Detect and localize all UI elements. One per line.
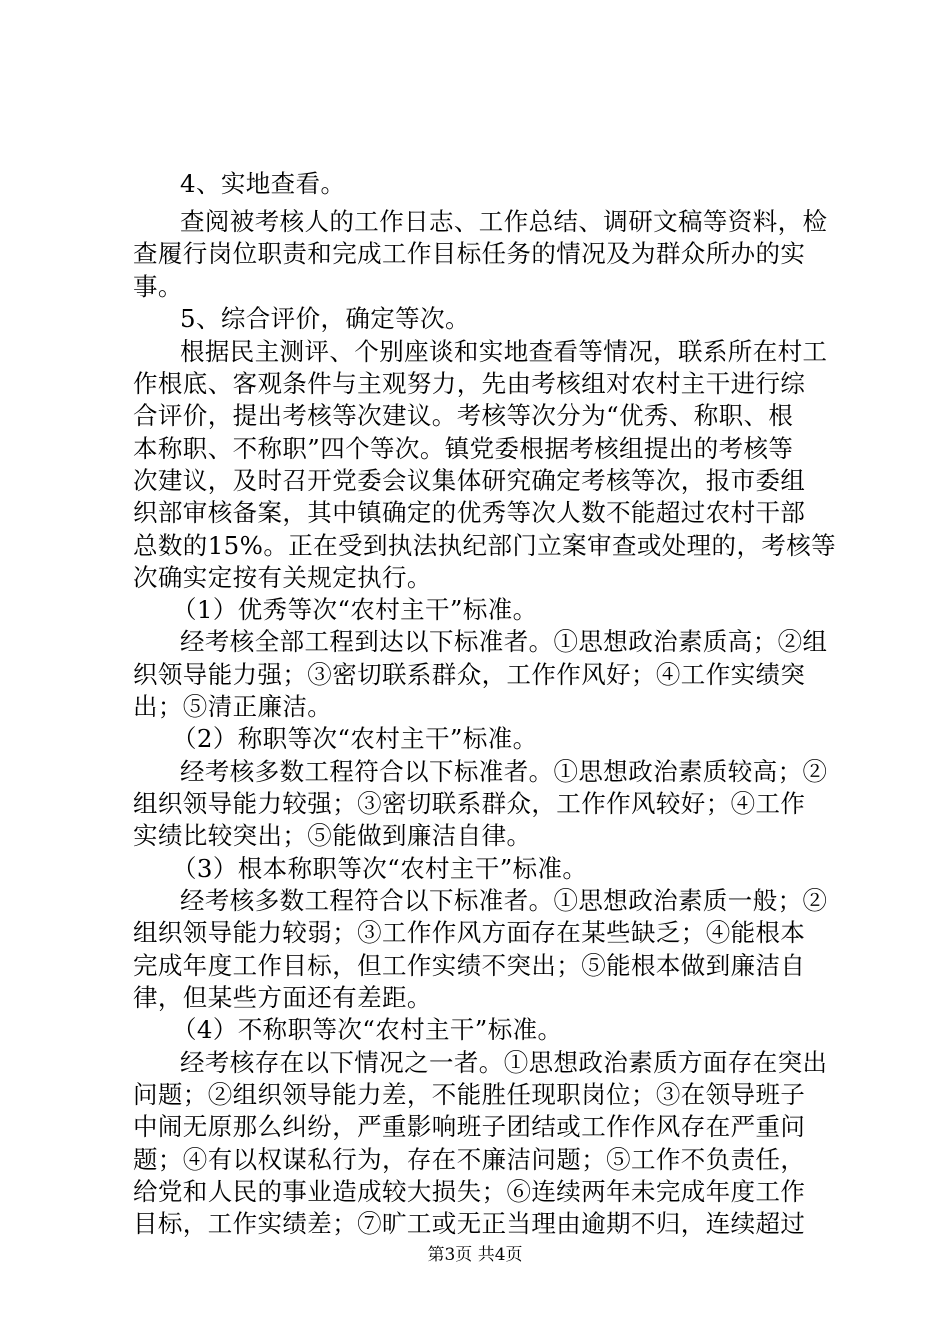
- page-number-footer: 第3页 共4页: [427, 1245, 523, 1265]
- text-line: 查阅被考核人的工作日志、工作总结、调研文稿等资料，检: [180, 207, 828, 236]
- text-line: 本称职、不称职”四个等次。镇党委根据考核组提出的考核等: [133, 434, 794, 463]
- text-line: 目标，工作实绩差；⑦旷工或无正当理由逾期不归，连续超过: [133, 1209, 806, 1238]
- subheading: （1）优秀等次“农村主干”标准。: [172, 595, 538, 624]
- text-line: 出；⑤清正廉洁。: [133, 692, 333, 721]
- text-line: 给党和人民的事业造成较大损失；⑥连续两年未完成年度工作: [133, 1177, 806, 1206]
- text-line: 总数的15%。正在受到执法执纪部门立案审查或处理的，考核等: [133, 531, 837, 560]
- text-line: 4、实地查看。: [180, 169, 346, 198]
- text-line: 合评价，提出考核等次建议。考核等次分为“优秀、称职、根: [133, 401, 794, 430]
- text-line: 实绩比较突出；⑤能做到廉洁自律。: [133, 821, 532, 850]
- text-line: 织部审核备案，其中镇确定的优秀等次人数不能超过农村干部: [133, 498, 806, 527]
- text-line: 律，但某些方面还有差距。: [133, 983, 432, 1012]
- text-line: 经考核存在以下情况之一者。①思想政治素质方面存在突出: [180, 1048, 828, 1077]
- text-line: 作根底、客观条件与主观努力，先由考核组对农村主干进行综: [133, 369, 806, 398]
- text-line: 经考核多数工程符合以下标准者。①思想政治素质较高；②: [180, 757, 828, 786]
- text-line: 5、综合评价，确定等次。: [180, 304, 470, 333]
- text-line: 查履行岗位职责和完成工作目标任务的情况及为群众所办的实: [133, 239, 806, 268]
- text-line: 织领导能力强；③密切联系群众，工作作风好；④工作实绩突: [133, 660, 806, 689]
- text-line: 题；④有以权谋私行为，存在不廉洁问题；⑤工作不负责任，: [133, 1145, 806, 1174]
- subheading: （4）不称职等次“农村主干”标准。: [172, 1015, 563, 1044]
- text-line: 事。: [133, 272, 183, 301]
- subheading: （3）根本称职等次“农村主干”标准。: [172, 854, 588, 883]
- text-line: 问题；②组织领导能力差，不能胜任现职岗位；③在领导班子: [133, 1080, 806, 1109]
- text-line: 次确实定按有关规定执行。: [133, 563, 432, 592]
- text-line: 组织领导能力较弱；③工作作风方面存在某些缺乏；④能根本: [133, 918, 806, 947]
- text-line: 根据民主测评、个别座谈和实地查看等情况，联系所在村工: [180, 337, 828, 366]
- text-line: 经考核多数工程符合以下标准者。①思想政治素质一般；②: [180, 886, 828, 915]
- text-line: 中闹无原那么纠纷，严重影响班子团结或工作作风存在严重问: [133, 1112, 806, 1141]
- subheading: （2）称职等次“农村主干”标准。: [172, 724, 538, 753]
- text-line: 经考核全部工程到达以下标准者。①思想政治素质高；②组: [180, 627, 828, 656]
- text-line: 完成年度工作目标，但工作实绩不突出；⑤能根本做到廉洁自: [133, 951, 806, 980]
- text-line: 次建议，及时召开党委会议集体研究确定考核等次，报市委组: [133, 466, 806, 495]
- text-line: 组织领导能力较强；③密切联系群众，工作作风较好；④工作: [133, 789, 806, 818]
